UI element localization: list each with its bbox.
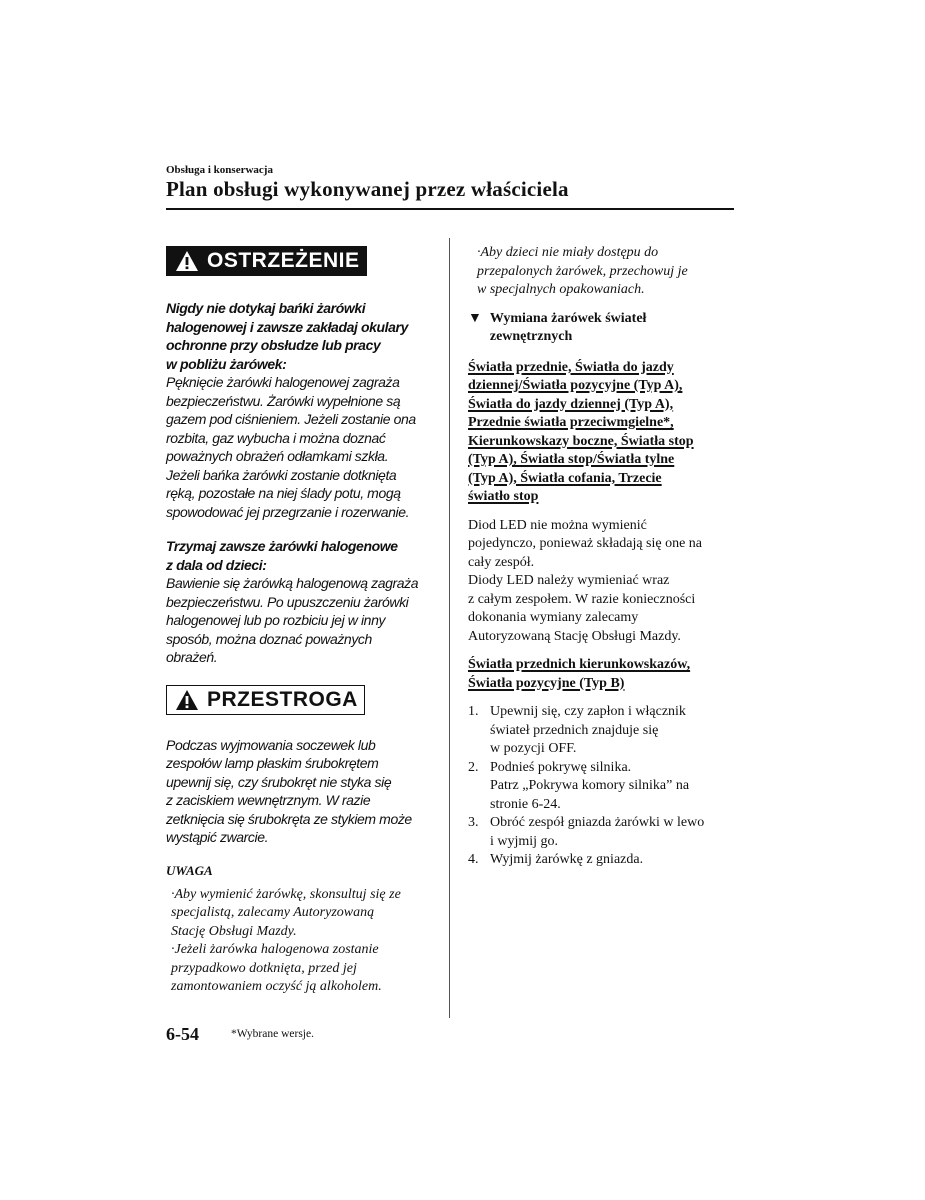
list-item: 4. Wyjmij żarówkę z gniazda. [468,852,644,867]
note-title: UWAGA [166,862,213,878]
warning-para1-heading: Nigdy nie dotykaj bańki żarówki halogenowej i zawsze zakładaj okulary ochronne przy obsłudze lub pracy w pobliżu żarówek: [166,300,408,372]
warning-triangle-icon [175,250,199,272]
page-title: Plan obsługi wykonywanej przez właściciela [166,177,569,201]
warning-para2-body: Bawienie się żarówką halogenową zagraża bezpieczeństwu. Po upuszczeniu żarówki halogenowej lub po rozbiciu jej w inny sposób, można doznać poważnych obrażeń. [166,575,419,665]
warning-para2-heading: Trzymaj zawsze żarówki halogenowe z dala od dzieci: [166,538,398,573]
caution-label-text: PRZESTROGA [207,687,358,711]
footnote: *Wybrane wersje. [231,1028,314,1040]
triangle-down-icon: ▼ [468,310,482,326]
list-item: 3. Obróć zespół gniazda żarówki w lewo i wyjmij go. [468,815,705,849]
heading-turn-signals: Światła przednich kierunkowskazów, Światła pozycyjne (Typ B) [468,657,691,691]
page-number: 6-54 [166,1024,199,1044]
warning-label [166,246,367,276]
list-item: 1. Upewnij się, czy zapłon i włącznik świateł przednich znajduje się w pozycji OFF. [468,704,686,756]
heading-led-lights: Światła przednie, Światła do jazdy dziennej/Światła pozycyjne (Typ A), Światła do jazdy dziennej (Typ A), Przednie światła przeciwmgielne*, Kierunkowskazy boczne, Światła stop (Typ A), Światła stop/Światła tylne (Typ A), Światła cofania, Trzecie światło stop [468,359,694,504]
caution-label [166,685,365,715]
left-column [166,246,434,997]
note-item: ·Aby wymienić żarówkę, skonsultuj się ze specjalistą, zalecamy Autoryzowaną Stację Obsługi Mazdy. [171,886,401,939]
warning-label-text: OSTRZEŻENIE [207,249,360,272]
section-label: Obsługa i konserwacja [166,164,273,176]
note-item: ·Jeżeli żarówka halogenowa zostanie przypadkowo dotknięta, przed jej zamontowaniem oczyść ją alkoholem. [171,942,382,994]
caution-triangle-icon [175,689,199,711]
list-item: 2. Podnieś pokrywę silnika. Patrz „Pokrywa komory silnika” na stronie 6-24. [468,759,690,812]
led-body: Diod LED nie można wymienić pojedynczo, ponieważ składają się one na cały zespół. Diody LED należy wymieniać wraz z całym zespołem. W razie konieczności dokonania wymiany zalecamy Autoryzowaną Stację Obsługi Mazdy. [468,517,703,644]
note-item: ·Aby dzieci nie miały dostępu do przepalonych żarówek, przechowuj je w specjalnych opakowaniach. [477,245,688,297]
sub-heading: ▼ Wymiana żarówek świateł zewnętrznych [468,310,736,347]
caution-body: Podczas wyjmowania soczewek lub zespołów lamp płaskim śrubokrętem upewnij się, czy śrubokręt nie styka się z zaciskiem wewnętrznym. W razie zetknięcia się śrubokręta ze stykiem może wystąpić zwarcie. [166,736,412,845]
title-rule [166,208,734,210]
column-divider [449,238,450,1018]
right-column [468,244,736,870]
warning-para1-body: Pęknięcie żarówki halogenowej zagraża bezpieczeństwu. Żarówki wypełnione są gazem pod ciśnieniem. Jeżeli zostanie ona rozbita, gaz wybucha i można doznać poważnych obrażeń odłamkami szkła. Jeżeli bańka żarówki zostanie dotknięta ręką, pozostałe na niej ślady potu, mogą spowodować jej przegrzanie i rozerwanie. [166,374,416,520]
